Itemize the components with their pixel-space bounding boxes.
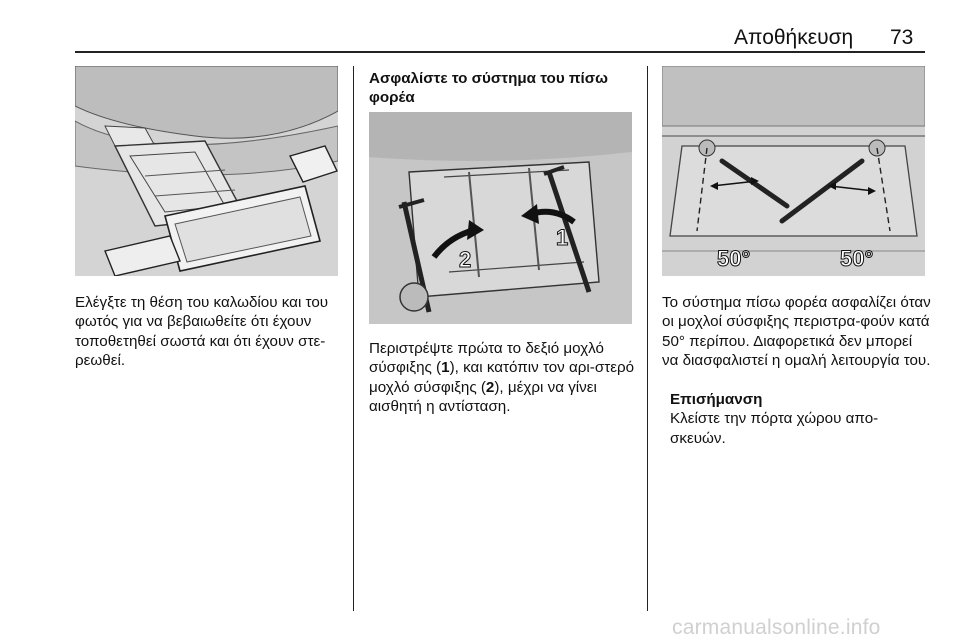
note-text: Κλείστε την πόρτα χώρου απο-σκευών. [670,410,879,447]
lever-2-ref: 2 [485,378,495,396]
col2-text-part3: ), μέχρι να γίνει αισθητή η αντίσταση. [369,378,597,416]
figure-license-plate-holder [75,66,338,276]
col2-text-part2: ), και κατόπιν τον αρι-στερό μοχλό σύσφιξης ( [369,359,635,396]
col2-text-part1: Περιστρέψτε πρώτα το δεξιό μοχλό σύσφιξης ( [369,340,604,377]
col3-body-text: Το σύστημα πίσω φορέα ασφαλίζει όταν οι μοχλοί σύσφιξης περιστρα-φούν κατά 50° περίπου. Διαφορετικά δεν μπορεί να διασφαλιστεί η ομαλή λειτουργία του. [662,294,931,370]
lever-1-label: 1 [556,225,569,250]
page-number: 73 [890,26,914,49]
angle-right-label: 50° [840,246,874,271]
col2-body-text [369,339,639,417]
col1-body-text: Ελέγξτε τη θέση του καλωδίου και του φωτός για να βεβαιωθείτε ότι έχουν τοποθετηθεί σωστά και ότι έχουν στε-ρεωθεί. [75,294,329,370]
watermark: carmanualsonline.info [672,616,881,639]
angle-left-label: 50° [717,246,751,271]
figure-rear-carrier-levers [369,112,632,324]
column-divider-2 [647,66,648,611]
lever-2-label: 2 [459,247,472,272]
note-title: Επισήμανση [670,391,763,408]
page-title: Αποθήκευση [734,26,854,49]
figure-lever-angle [662,66,925,276]
section-heading: Ασφαλίστε το σύστημα του πίσω φορέα [369,70,608,107]
column-divider-1 [353,66,354,611]
note-box [670,390,930,448]
header-rule [75,51,925,53]
lever-1-ref: 1 [441,359,450,377]
